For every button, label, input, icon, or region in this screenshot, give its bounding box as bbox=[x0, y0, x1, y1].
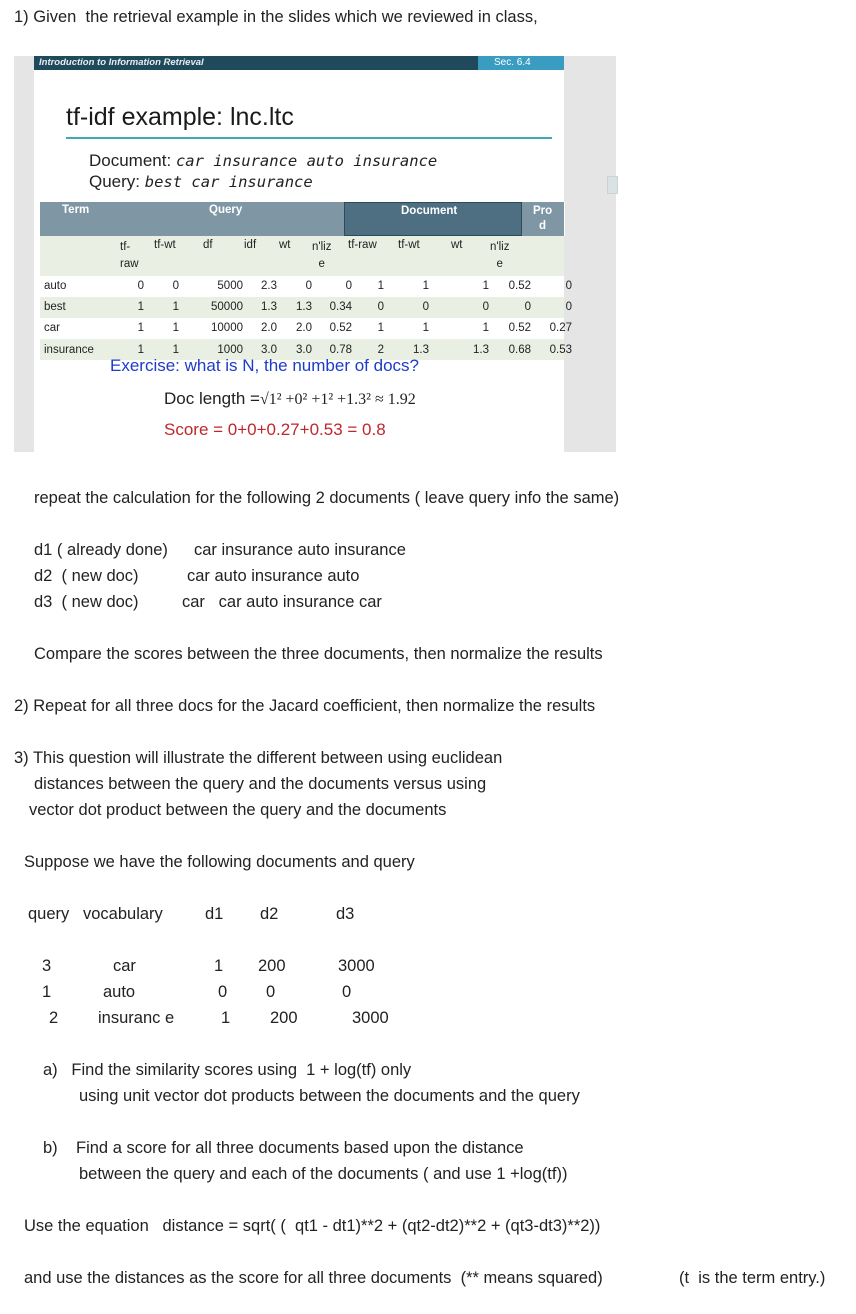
subhdr-d-tfraw: tf-raw bbox=[348, 239, 377, 251]
table-header-document bbox=[344, 202, 522, 236]
cell-car-prod: 0.27 bbox=[549, 322, 572, 334]
subhdr-idf: idf bbox=[244, 239, 257, 251]
subhdr-q-tfwt: tf-wt bbox=[154, 239, 176, 251]
cell-best-df: 50000 bbox=[211, 301, 243, 313]
vocab-row-auto-term: auto bbox=[103, 983, 136, 1001]
cell-car-d-tfwt: 1 bbox=[422, 322, 429, 334]
header-prod-label bbox=[533, 204, 552, 234]
question-3-line-2: distances between the query and the documents versus using bbox=[34, 775, 487, 793]
vocab-header-d1: d1 bbox=[205, 905, 224, 923]
doc-d1-label: d1 ( already done) bbox=[34, 541, 168, 559]
cell-insurance-q-tfwt: 1 bbox=[172, 344, 179, 356]
cell-auto-term: auto bbox=[44, 280, 67, 292]
cell-auto-q-tfwt: 0 bbox=[172, 280, 179, 292]
vocab-header-d2: d2 bbox=[260, 905, 279, 923]
final-note: (t is the term entry.) bbox=[679, 1269, 826, 1287]
slide-screenshot bbox=[14, 56, 616, 452]
cell-insurance-q-nliz: 0.78 bbox=[329, 344, 352, 356]
vocab-row-auto-d1: 0 bbox=[218, 983, 228, 1001]
vocab-row-auto-query: 1 bbox=[42, 983, 52, 1001]
vocab-row-insurance-d2: 200 bbox=[270, 1009, 298, 1027]
cell-auto-prod: 0 bbox=[565, 280, 572, 292]
final-line: and use the distances as the score for all three documents (** means squared) bbox=[24, 1269, 603, 1287]
vocab-row-insurance-query: 2 bbox=[49, 1009, 59, 1027]
cell-auto-q-tfraw: 0 bbox=[137, 280, 144, 292]
cell-auto-d-wt: 1 bbox=[482, 280, 489, 292]
query-text: best car insurance bbox=[144, 173, 313, 191]
cell-insurance-term: insurance bbox=[44, 344, 94, 356]
cell-insurance-q-wt: 3.0 bbox=[296, 344, 312, 356]
cell-best-d-nliz: 0 bbox=[524, 301, 531, 313]
subhdr-q-nliz bbox=[312, 239, 331, 273]
vocab-row-car-d2: 200 bbox=[258, 957, 286, 975]
header-term-label: Term bbox=[62, 204, 90, 216]
vocab-row-car-d1: 1 bbox=[214, 957, 224, 975]
cell-car-df: 10000 bbox=[211, 322, 243, 334]
vocab-row-car-term: car bbox=[113, 957, 136, 975]
document-text: car insurance auto insurance bbox=[175, 152, 438, 170]
question-3-line-3: vector dot product between the query and the documents bbox=[29, 801, 447, 819]
table-header-prod bbox=[522, 202, 565, 236]
suppose-line: Suppose we have the following documents and query bbox=[24, 853, 415, 871]
table-subheader bbox=[40, 236, 564, 276]
vocab-row-insurance-term: insuranc e bbox=[98, 1009, 175, 1027]
subhdr-d-nliz-1: n'liz bbox=[490, 241, 510, 253]
doc-d2-text: car auto insurance auto bbox=[187, 567, 360, 585]
header-query-label: Query bbox=[209, 204, 243, 216]
vocab-row-insurance-d1: 1 bbox=[221, 1009, 231, 1027]
document-label: Document: bbox=[89, 151, 176, 170]
cell-car-q-nliz: 0.52 bbox=[329, 322, 352, 334]
cell-car-idf: 2.0 bbox=[261, 322, 277, 334]
part-a-line-2: using unit vector dot products between the documents and the query bbox=[79, 1087, 580, 1105]
cell-car-d-tfraw: 1 bbox=[377, 322, 384, 334]
cell-auto-idf: 2.3 bbox=[261, 280, 277, 292]
cell-car-q-wt: 2.0 bbox=[296, 322, 312, 334]
subhdr-d-tfwt: tf-wt bbox=[398, 239, 420, 251]
doc-length-formula: √1² +0² +1² +1.3² ≈ 1.92 bbox=[259, 391, 416, 408]
cell-best-idf: 1.3 bbox=[261, 301, 277, 313]
doc-d3-label: d3 ( new doc) bbox=[34, 593, 139, 611]
doc-d1-text: car insurance auto insurance bbox=[194, 541, 406, 559]
cell-insurance-d-wt: 1.3 bbox=[473, 344, 489, 356]
header-document-label: Document bbox=[401, 205, 458, 217]
vocab-row-auto-d2: 0 bbox=[266, 983, 276, 1001]
subhdr-q-wt: wt bbox=[279, 239, 291, 251]
cell-auto-d-nliz: 0.52 bbox=[508, 280, 531, 292]
header-prod-line1: Pro bbox=[533, 205, 553, 217]
doc-length-label: Doc length = bbox=[164, 389, 260, 408]
subhdr-q-tfraw-1: tf- bbox=[120, 241, 131, 253]
cell-insurance-d-tfwt: 1.3 bbox=[413, 344, 429, 356]
subhdr-q-tfraw-2: raw bbox=[120, 258, 139, 270]
cell-car-term: car bbox=[44, 322, 60, 334]
subhdr-df: df bbox=[203, 239, 213, 251]
compare-instruction: Compare the scores between the three documents, then normalize the results bbox=[34, 645, 603, 663]
slide-side-tab bbox=[607, 176, 618, 194]
cell-auto-d-tfraw: 1 bbox=[377, 280, 384, 292]
cell-car-q-tfwt: 1 bbox=[172, 322, 179, 334]
doc-d3-text: car car auto insurance car bbox=[182, 593, 382, 611]
equation-line: Use the equation distance = sqrt( ( qt1 - dt1)**2 + (qt2-dt2)**2 + (qt3-dt3)**2)) bbox=[24, 1217, 601, 1235]
question-2: 2) Repeat for all three docs for the Jacard coefficient, then normalize the results bbox=[14, 697, 596, 715]
repeat-instruction: repeat the calculation for the following 2 documents ( leave query info the same) bbox=[34, 489, 620, 507]
cell-auto-df: 5000 bbox=[217, 280, 243, 292]
slide-document-line bbox=[89, 151, 437, 171]
slide-score: Score = 0+0+0.27+0.53 = 0.8 bbox=[164, 420, 386, 439]
subhdr-d-wt: wt bbox=[451, 239, 463, 251]
doc-d2-label: d2 ( new doc) bbox=[34, 567, 139, 585]
cell-best-q-tfwt: 1 bbox=[172, 301, 179, 313]
query-label: Query: bbox=[89, 172, 145, 191]
part-b-line-2: between the query and each of the documents ( and use 1 +log(tf)) bbox=[79, 1165, 568, 1183]
slide-title: tf-idf example: lnc.ltc bbox=[66, 103, 294, 131]
cell-insurance-q-tfraw: 1 bbox=[137, 344, 144, 356]
vocab-row-insurance-d3: 3000 bbox=[352, 1009, 389, 1027]
slide-header-course: Introduction to Information Retrieval bbox=[39, 57, 204, 68]
subhdr-d-nliz bbox=[490, 239, 509, 273]
subhdr-q-nliz-1: n'liz bbox=[312, 241, 332, 253]
cell-insurance-d-tfraw: 2 bbox=[377, 344, 384, 356]
cell-insurance-prod: 0.53 bbox=[549, 344, 572, 356]
slide-exercise: Exercise: what is N, the number of docs? bbox=[110, 356, 419, 375]
cell-best-d-wt: 0 bbox=[482, 301, 489, 313]
cell-auto-q-wt: 0 bbox=[305, 280, 312, 292]
vocab-header-vocabulary: vocabulary bbox=[83, 905, 163, 923]
cell-best-prod: 0 bbox=[565, 301, 572, 313]
slide-title-rule bbox=[66, 137, 552, 139]
slide-query-line bbox=[89, 172, 313, 192]
cell-insurance-df: 1000 bbox=[217, 344, 243, 356]
cell-car-d-nliz: 0.52 bbox=[508, 322, 531, 334]
header-prod-line2: d bbox=[539, 220, 547, 232]
table-header-term bbox=[40, 202, 115, 236]
question-1-intro: 1) Given the retrieval example in the slides which we reviewed in class, bbox=[14, 8, 538, 26]
cell-best-d-tfraw: 0 bbox=[377, 301, 384, 313]
vocab-header-d3: d3 bbox=[336, 905, 355, 923]
table-header-query bbox=[114, 202, 345, 236]
subhdr-q-nliz-2: e bbox=[318, 258, 325, 270]
vocab-row-car-d3: 3000 bbox=[338, 957, 375, 975]
subhdr-q-tfraw bbox=[120, 239, 139, 273]
cell-best-term: best bbox=[44, 301, 66, 313]
vocab-row-auto-d3: 0 bbox=[342, 983, 352, 1001]
cell-auto-d-tfwt: 1 bbox=[422, 280, 429, 292]
cell-car-d-wt: 1 bbox=[482, 322, 489, 334]
vocab-row-car-query: 3 bbox=[42, 957, 52, 975]
slide-section-label: Sec. 6.4 bbox=[494, 57, 531, 68]
slide-doc-length bbox=[164, 389, 416, 409]
subhdr-d-nliz-2: e bbox=[496, 258, 503, 270]
part-a-line-1: a) Find the similarity scores using 1 + log(tf) only bbox=[43, 1061, 412, 1079]
cell-car-q-tfraw: 1 bbox=[137, 322, 144, 334]
cell-best-q-nliz: 0.34 bbox=[329, 301, 352, 313]
part-b-line-1: b) Find a score for all three documents based upon the distance bbox=[43, 1139, 524, 1157]
cell-insurance-d-nliz: 0.68 bbox=[508, 344, 531, 356]
question-3-line-1: 3) This question will illustrate the different between using euclidean bbox=[14, 749, 503, 767]
vocab-header-query: query bbox=[28, 905, 70, 923]
cell-best-d-tfwt: 0 bbox=[422, 301, 429, 313]
cell-auto-q-nliz: 0 bbox=[345, 280, 352, 292]
cell-best-q-wt: 1.3 bbox=[296, 301, 312, 313]
cell-best-q-tfraw: 1 bbox=[137, 301, 144, 313]
cell-insurance-idf: 3.0 bbox=[261, 344, 277, 356]
